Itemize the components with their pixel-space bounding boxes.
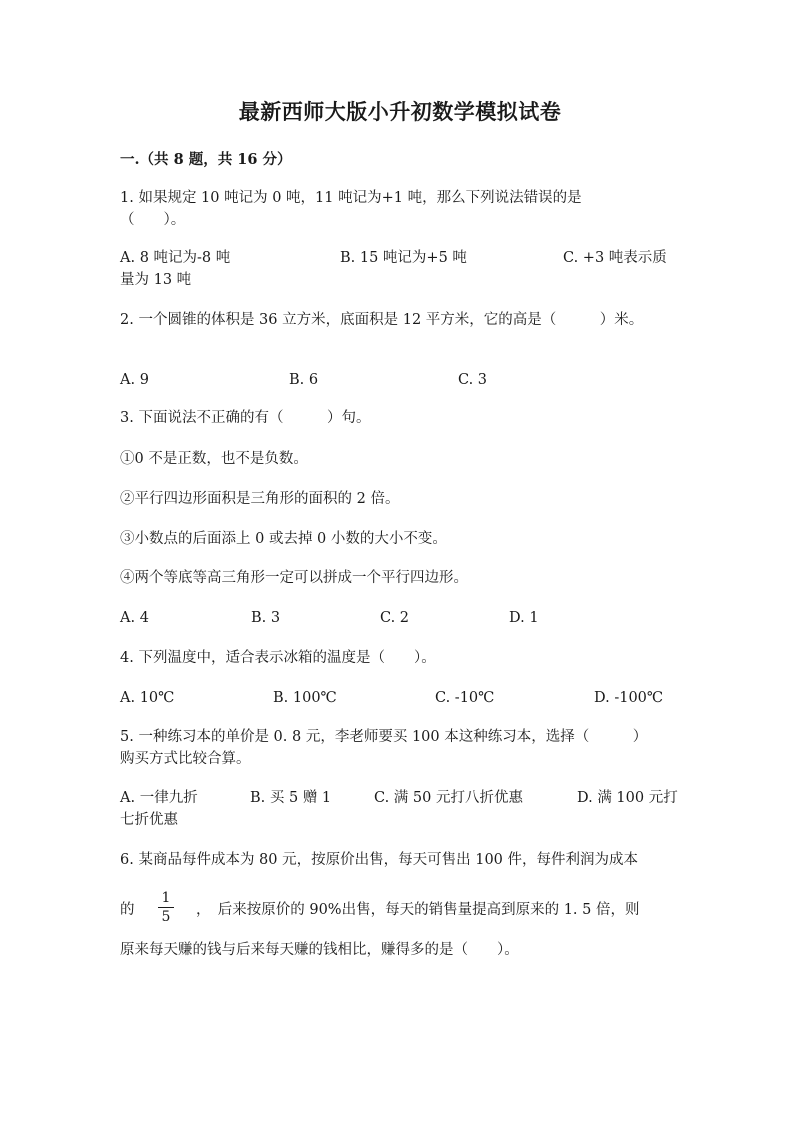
- section-heading: 一.（共 8 题，共 16 分）: [120, 151, 292, 168]
- question-2-option-b: B. 6: [289, 372, 319, 388]
- question-4-option-d: D. -100℃: [594, 690, 664, 706]
- fraction-one-fifth: [156, 890, 176, 925]
- question-5-text-cont: 购买方式比较合算。: [120, 751, 251, 767]
- question-1-option-c-cont: 量为 13 吨: [120, 272, 192, 288]
- fraction-bar: [158, 907, 174, 908]
- question-4-option-b: B. 100℃: [273, 690, 337, 706]
- question-3-option-d: D. 1: [509, 610, 539, 626]
- question-1-text-cont: （ ）。: [120, 212, 186, 228]
- question-3-text: 3. 下面说法不正确的有（ ）句。: [120, 410, 371, 426]
- question-4-option-c: C. -10℃: [435, 690, 495, 706]
- question-6-text: 6. 某商品每件成本为 80 元，按原价出售，每天可售出 100 件，每件利润为成本: [120, 852, 639, 868]
- question-5-option-a: A. 一律九折: [120, 790, 198, 806]
- question-1-option-a: A. 8 吨记为-8 吨: [120, 250, 231, 266]
- question-6-text-pre: 的: [120, 902, 135, 918]
- question-2-option-c: C. 3: [458, 372, 488, 388]
- question-5-option-b: B. 买 5 赠 1: [250, 790, 332, 806]
- question-3-statement-4: ④两个等底等高三角形一定可以拼成一个平行四边形。: [120, 570, 468, 586]
- question-1-option-b: B. 15 吨记为+5 吨: [340, 250, 467, 266]
- question-6-text-cont: 原来每天赚的钱与后来每天赚的钱相比，赚得多的是（ ）。: [120, 942, 519, 958]
- question-5-option-c: C. 满 50 元打八折优惠: [374, 790, 523, 806]
- question-5-text: 5. 一种练习本的单价是 0. 8 元，李老师要买 100 本这种练习本，选择（ ）: [120, 729, 648, 745]
- question-4-text: 4. 下列温度中，适合表示冰箱的温度是（ ）。: [120, 650, 436, 666]
- question-3-statement-3: ③小数点的后面添上 0 或去掉 0 小数的大小不变。: [120, 531, 447, 547]
- question-2-text: 2. 一个圆锥的体积是 36 立方米，底面积是 12 平方米，它的高是（ ）米。: [120, 312, 644, 328]
- question-3-option-a: A. 4: [120, 610, 149, 626]
- question-1-option-c: C. +3 吨表示质: [563, 250, 667, 266]
- question-3-statement-2: ②平行四边形面积是三角形的面积的 2 倍。: [120, 491, 400, 507]
- fraction-denominator: 5: [161, 909, 171, 925]
- question-3-option-c: C. 2: [380, 610, 410, 626]
- fraction-numerator: 1: [161, 890, 171, 906]
- question-4-option-a: A. 10℃: [120, 690, 175, 706]
- page-title: 最新西师大版小升初数学模拟试卷: [238, 99, 562, 124]
- question-5-option-d-cont: 七折优惠: [120, 812, 178, 828]
- question-6-text-post: ， 后来按原价的 90%出售，每天的销售量提高到原来的 1. 5 倍，则: [196, 902, 640, 918]
- question-1-text: 1. 如果规定 10 吨记为 0 吨，11 吨记为+1 吨，那么下列说法错误的是: [120, 190, 582, 206]
- question-3-option-b: B. 3: [251, 610, 281, 626]
- question-3-statement-1: ①0 不是正数，也不是负数。: [120, 451, 308, 467]
- question-2-option-a: A. 9: [120, 372, 149, 388]
- question-5-option-d: D. 满 100 元打: [577, 790, 678, 806]
